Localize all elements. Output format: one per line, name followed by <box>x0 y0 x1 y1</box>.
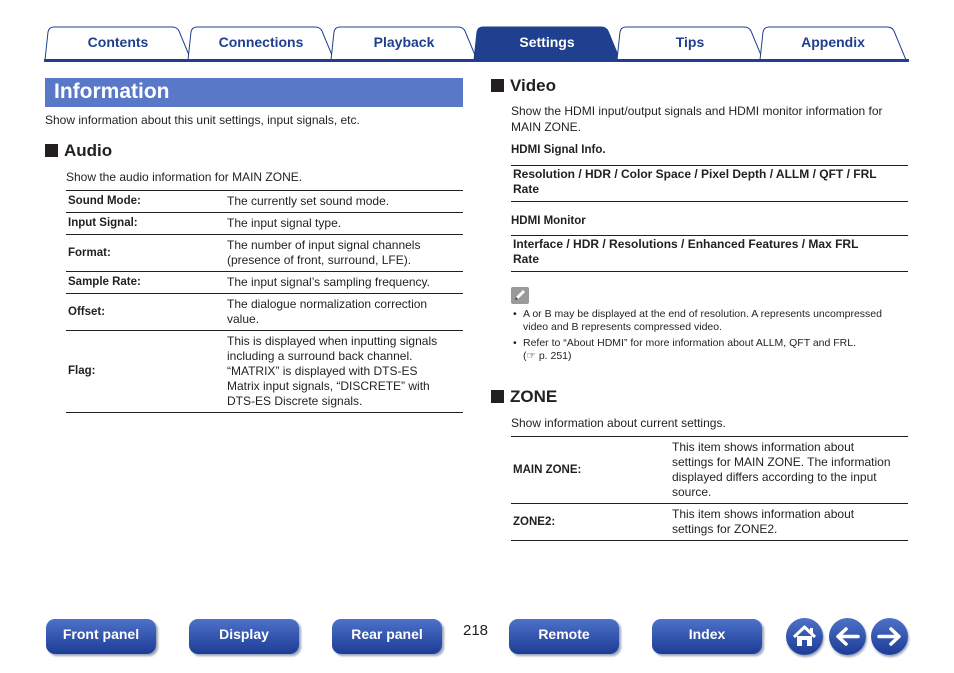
hdmi-signal-box <box>511 165 908 202</box>
value-line: settings for MAIN ZONE. The information <box>672 455 891 469</box>
tab-label: Appendix <box>801 34 865 50</box>
box-line: Interface / HDR / Resolutions / Enhanced Features / Max FRL <box>513 237 859 251</box>
page-title-banner <box>45 78 463 107</box>
table-row <box>66 272 463 294</box>
note-item <box>513 308 908 334</box>
audio-value <box>225 235 463 272</box>
tab-settings[interactable] <box>473 26 621 60</box>
index-button[interactable]: Index <box>652 619 762 654</box>
desc-line: Show the HDMI input/output signals and HDMI monitor information for <box>511 104 883 118</box>
audio-description: Show the audio information for MAIN ZONE. <box>66 170 303 184</box>
audio-title: Audio <box>64 141 113 160</box>
value-line: displayed differs according to the input <box>672 470 877 484</box>
home-icon <box>786 618 823 655</box>
value-line: The input signal type. <box>227 216 342 230</box>
value-line: value. <box>227 312 260 326</box>
zone-title: ZONE <box>510 387 558 406</box>
value-line: The dialogue normalization correction <box>227 297 428 311</box>
value-line: The currently set sound mode. <box>227 194 390 208</box>
value-line: The number of input signal channels <box>227 238 421 252</box>
value-line: This item shows information about <box>672 440 855 454</box>
table-row <box>511 437 908 504</box>
rear-panel-button[interactable]: Rear panel <box>332 619 442 654</box>
tab-appendix[interactable] <box>759 26 907 60</box>
audio-key: Sample Rate: <box>66 272 225 294</box>
value-line: This is displayed when inputting signals <box>227 334 438 348</box>
table-row <box>66 331 463 413</box>
note-line: video and B represents compressed video. <box>523 321 723 333</box>
hdmi-signal-label: HDMI Signal Info. <box>511 144 606 156</box>
note-item <box>513 337 908 363</box>
table-row <box>66 235 463 272</box>
value-line: The input signal’s sampling frequency. <box>227 275 431 289</box>
tab-bar <box>44 26 909 62</box>
note-line: • A or B may be displayed at the end of resolution. A represents uncompressed <box>523 308 882 320</box>
audio-table <box>66 190 463 413</box>
table-row <box>66 294 463 331</box>
box-line: Rate <box>513 182 540 196</box>
audio-heading <box>45 141 112 161</box>
table-row <box>66 191 463 213</box>
pencil-note-icon <box>511 287 529 304</box>
value-line: including a surround back channel. <box>227 349 413 363</box>
box-line: Rate <box>513 252 540 266</box>
back-button[interactable] <box>829 618 866 655</box>
page-title: Information <box>54 80 170 103</box>
zone-value <box>670 437 908 504</box>
zone-description: Show information about current settings. <box>511 416 726 430</box>
note-line: • Refer to “About HDMI” for more information about ALLM, QFT and FRL. <box>523 337 857 349</box>
page-number: 218 <box>463 622 489 639</box>
forward-button[interactable] <box>871 618 908 655</box>
video-description <box>511 103 883 135</box>
audio-key: Input Signal: <box>66 213 225 235</box>
zone-key: ZONE2: <box>511 504 670 541</box>
front-panel-button[interactable]: Front panel <box>46 619 156 654</box>
audio-value <box>225 213 463 235</box>
box-line: Resolution / HDR / Color Space / Pixel Depth / ALLM / QFT / FRL <box>513 167 877 181</box>
tab-playback[interactable] <box>330 26 478 60</box>
zone-heading <box>491 387 557 407</box>
audio-value <box>225 272 463 294</box>
zone-key: MAIN ZONE: <box>511 437 670 504</box>
hdmi-monitor-label: HDMI Monitor <box>511 215 586 227</box>
forward-arrow-icon <box>871 618 908 655</box>
audio-value <box>225 191 463 213</box>
tab-underline <box>44 59 909 62</box>
desc-line: MAIN ZONE. <box>511 120 582 134</box>
audio-key: Sound Mode: <box>66 191 225 213</box>
tab-connections[interactable] <box>187 26 335 60</box>
remote-button[interactable]: Remote <box>509 619 619 654</box>
value-line: DTS-ES Discrete signals. <box>227 394 363 408</box>
video-heading <box>491 76 556 96</box>
audio-key: Offset: <box>66 294 225 331</box>
display-button[interactable]: Display <box>189 619 299 654</box>
table-row <box>66 213 463 235</box>
table-row <box>511 504 908 541</box>
value-line: “MATRIX” is displayed with DTS-ES <box>227 364 418 378</box>
intro-text: Show information about this unit settings, input signals, etc. <box>45 113 360 127</box>
audio-key: Format: <box>66 235 225 272</box>
tab-tips[interactable] <box>616 26 764 60</box>
tab-contents[interactable] <box>44 26 192 60</box>
value-line: (presence of front, surround, LFE). <box>227 253 412 267</box>
video-title: Video <box>510 76 556 95</box>
value-line: Matrix input signals, “DISCRETE” with <box>227 379 430 393</box>
audio-value <box>225 294 463 331</box>
value-line: settings for ZONE2. <box>672 522 778 536</box>
value-line: This item shows information about <box>672 507 855 521</box>
tab-label: Tips <box>675 34 705 50</box>
audio-value <box>225 331 463 413</box>
square-bullet-icon <box>491 79 504 92</box>
hdmi-monitor-box <box>511 235 908 272</box>
page-reference-link[interactable]: (☞ p. 251) <box>523 350 572 362</box>
audio-key: Flag: <box>66 331 225 413</box>
notes-list <box>513 308 908 366</box>
tab-label: Contents <box>87 34 149 50</box>
square-bullet-icon <box>491 390 504 403</box>
zone-table <box>511 436 908 541</box>
tab-label: Connections <box>218 34 304 50</box>
zone-value <box>670 504 908 541</box>
square-bullet-icon <box>45 144 58 157</box>
back-arrow-icon <box>829 618 866 655</box>
tab-label: Playback <box>373 34 435 50</box>
value-line: source. <box>672 485 712 499</box>
tab-label: Settings <box>519 34 575 50</box>
home-button[interactable] <box>786 618 823 655</box>
